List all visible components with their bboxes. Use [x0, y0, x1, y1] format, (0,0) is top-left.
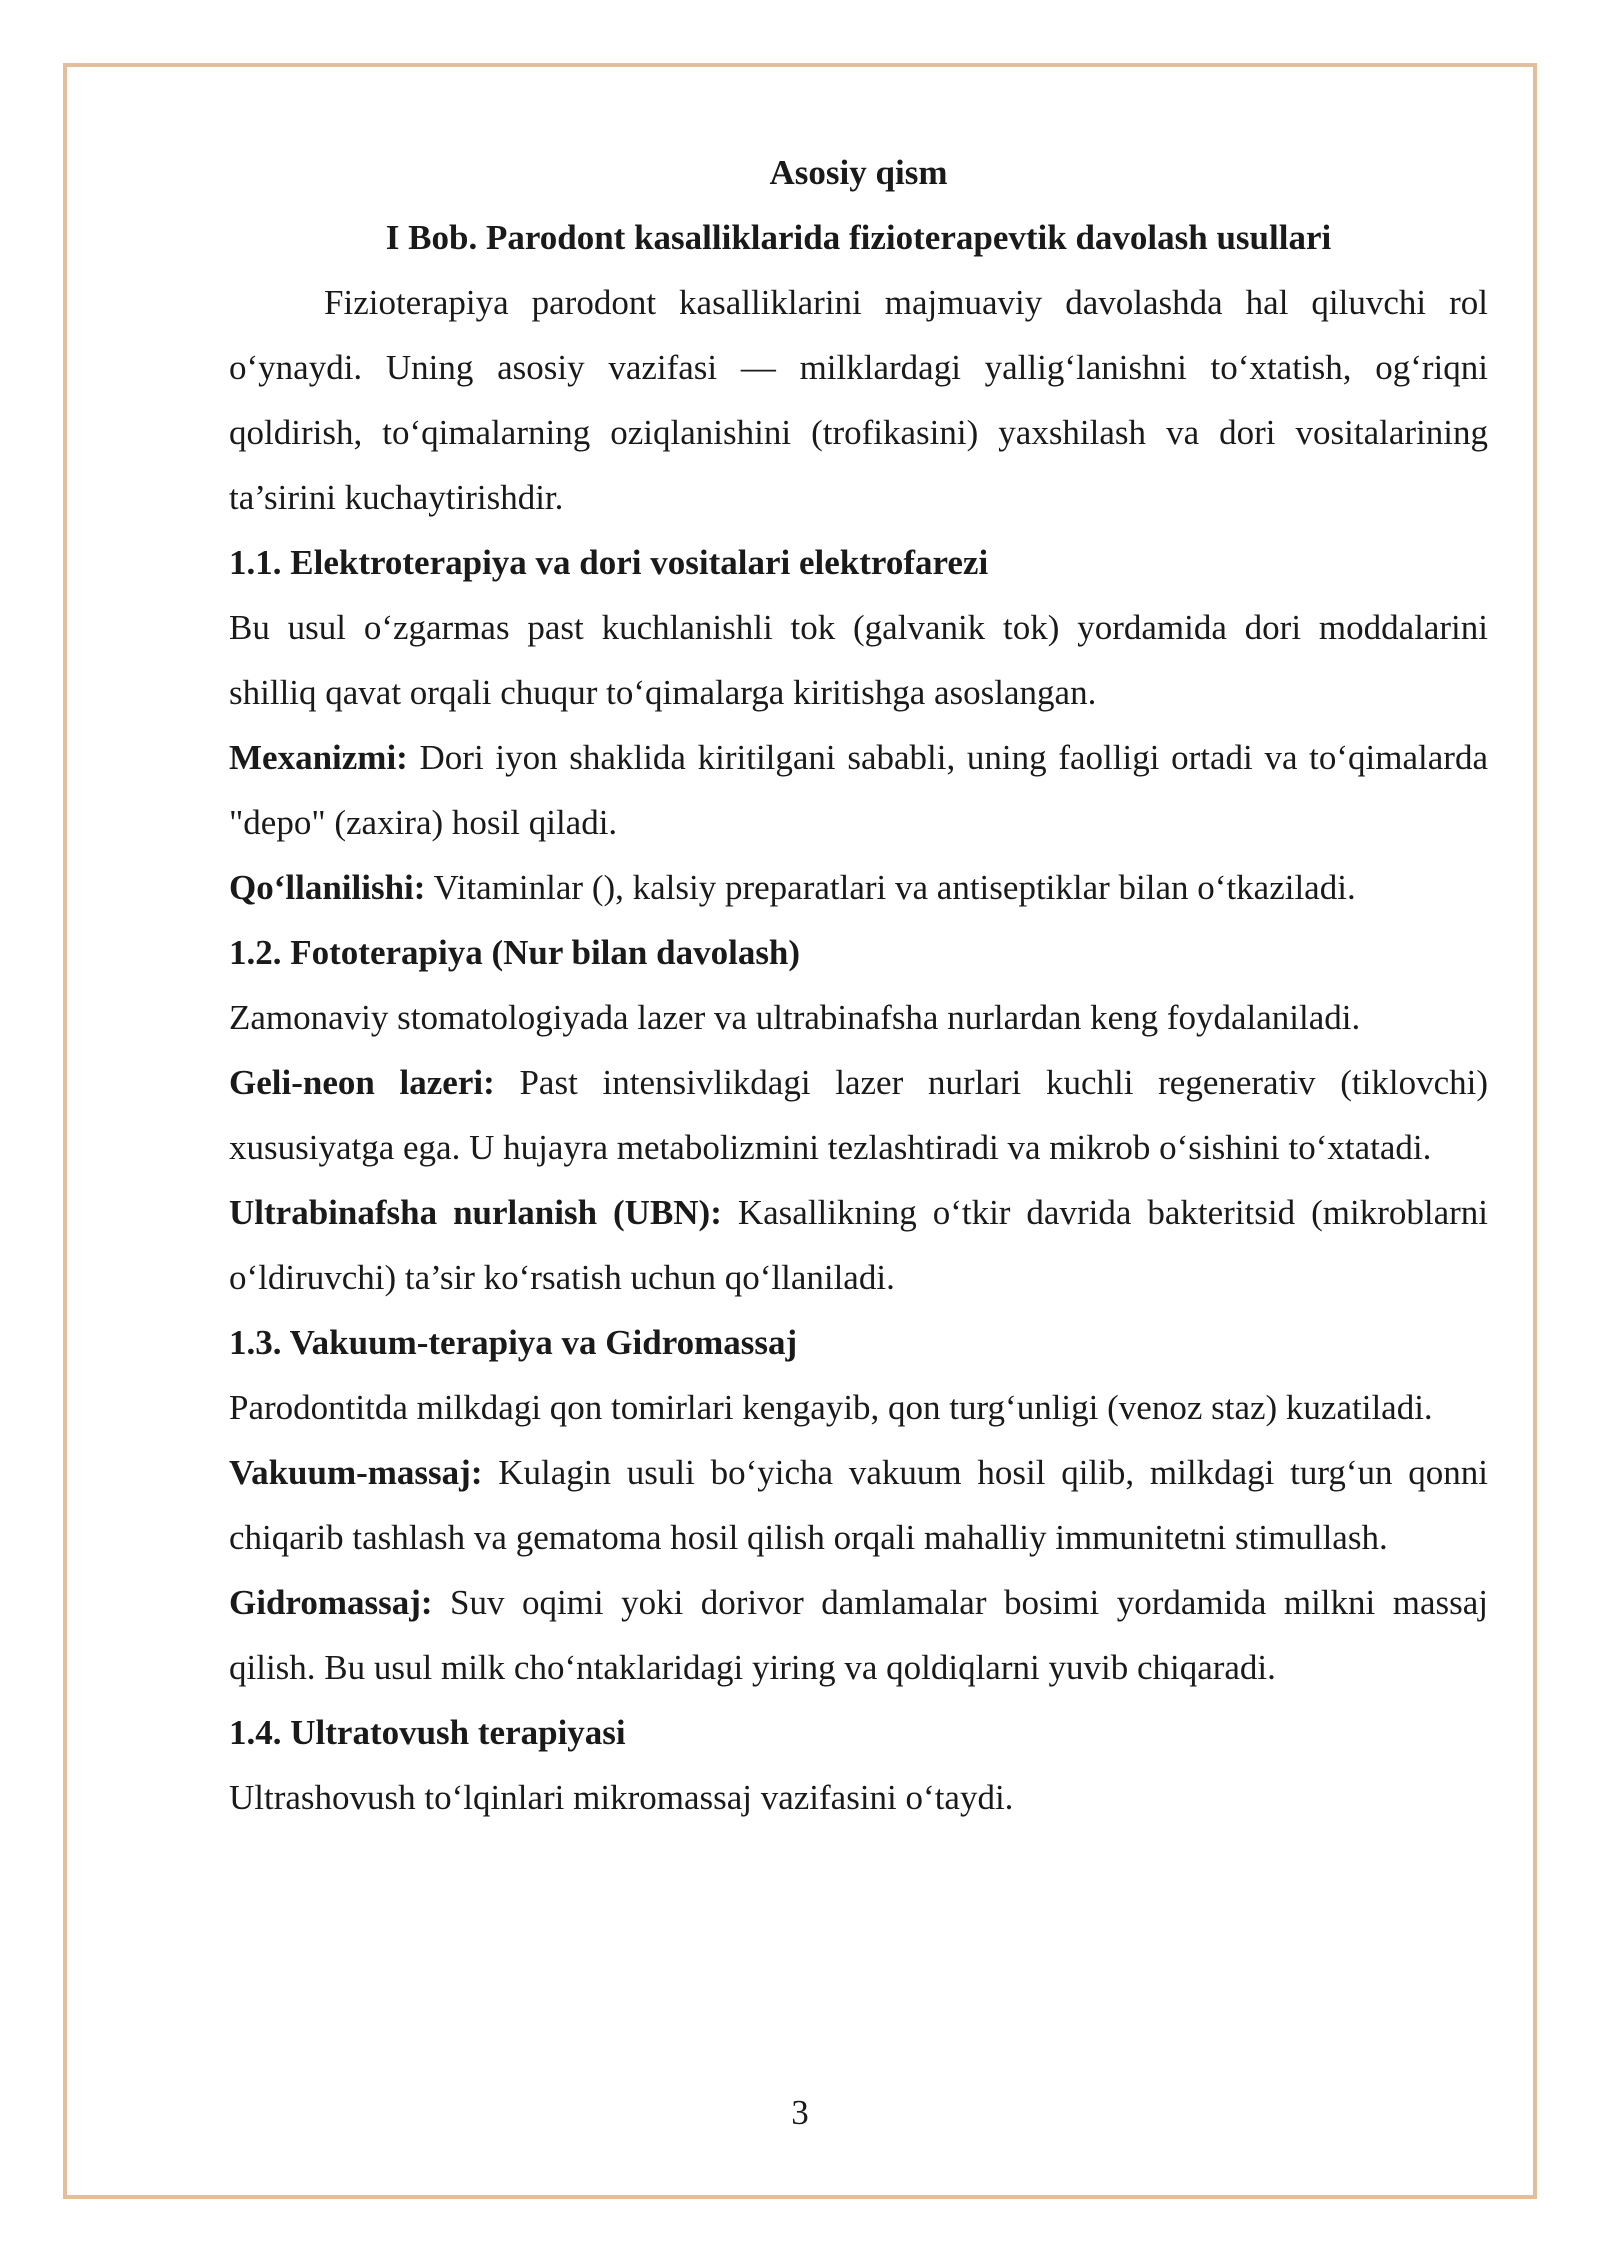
page-number: 3 [791, 2093, 809, 2132]
uv-paragraph [229, 1180, 1488, 1310]
intro-paragraph: Fizioterapiya parodont kasalliklarini majmuaviy davolashda hal qiluvchi rol o‘ynaydi. Uning asosiy vazifasi — milklardagi yallig‘lanishni to‘xtatish, og‘riqni qoldirish, to‘qimalarning oziqlanishini (trofikasini) yaxshilash va dori vositalarining ta’sirini kuchaytirishdir. [229, 283, 1488, 517]
vacuum-paragraph [229, 1440, 1488, 1570]
laser-paragraph [229, 1050, 1488, 1180]
vacuum-text: Kulagin usuli bo‘yicha vakuum hosil qilib, milkdagi turg‘un qonni chiqarib tashlash va gematoma hosil qilish orqali mahalliy immunitetni stimullash. [229, 1453, 1488, 1557]
mechanism-paragraph [229, 725, 1488, 855]
application-label: Qo‘llanilishi: [229, 868, 426, 907]
section-1-1-heading: 1.1. Elektroterapiya va dori vositalari elektrofarezi [229, 543, 989, 582]
chapter-title: I Bob. Parodont kasalliklarida fizioterapevtik davolash usullari [385, 218, 1332, 257]
section-1-4-text: Ultrashovush to‘lqinlari mikromassaj vazifasini o‘taydi. [229, 1778, 1014, 1817]
section-1-4-heading: 1.4. Ultratovush terapiyasi [229, 1713, 626, 1752]
hydro-paragraph [229, 1570, 1488, 1700]
section-1-3-text: Parodontitda milkdagi qon tomirlari kengayib, qon turg‘unligi (venoz staz) kuzatiladi. [229, 1388, 1433, 1427]
hydro-text: Suv oqimi yoki dorivor damlamalar bosimi yordamida milkni massaj qilish. Bu usul milk cho‘ntaklaridagi yiring va qoldiqlarni yuvib chiqaradi. [229, 1583, 1488, 1687]
section-1-2-text: Zamonaviy stomatologiyada lazer va ultrabinafsha nurlardan keng foydalaniladi. [229, 998, 1361, 1037]
application-paragraph [229, 855, 1488, 920]
document-body [229, 140, 1488, 1830]
laser-label: Geli-neon lazeri: [229, 1063, 495, 1102]
section-1-1-text: Bu usul o‘zgarmas past kuchlanishli tok (galvanik tok) yordamida dori moddalarini shilliq qavat orqali chuqur to‘qimalarga kiritishga asoslangan. [229, 608, 1488, 712]
uv-text: Kasallikning o‘tkir davrida bakteritsid (mikroblarni o‘ldiruvchi) ta’sir ko‘rsatish uchun qo‘llaniladi. [229, 1193, 1488, 1297]
laser-text: Past intensivlikdagi lazer nurlari kuchli regenerativ (tiklovchi) xususiyatga ega. U hujayra metabolizmini tezlashtiradi va mikrob o‘sishini to‘xtatadi. [229, 1063, 1488, 1167]
section-1-3-heading: 1.3. Vakuum-terapiya va Gidromassaj [229, 1323, 798, 1362]
mechanism-text: Dori iyon shaklida kiritilgani sababli, uning faolligi ortadi va to‘qimalarda "depo" (zaxira) hosil qiladi. [229, 738, 1488, 842]
mechanism-label: Mexanizmi: [229, 738, 408, 777]
uv-label: Ultrabinafsha nurlanish (UBN): [229, 1193, 722, 1232]
application-text: Vitaminlar (), kalsiy preparatlari va antiseptiklar bilan o‘tkaziladi. [425, 868, 1356, 907]
vacuum-label: Vakuum-massaj: [229, 1453, 483, 1492]
hydro-label: Gidromassaj: [229, 1583, 433, 1622]
main-title: Asosiy qism [769, 153, 948, 192]
section-1-2-heading: 1.2. Fototerapiya (Nur bilan davolash) [229, 933, 801, 972]
